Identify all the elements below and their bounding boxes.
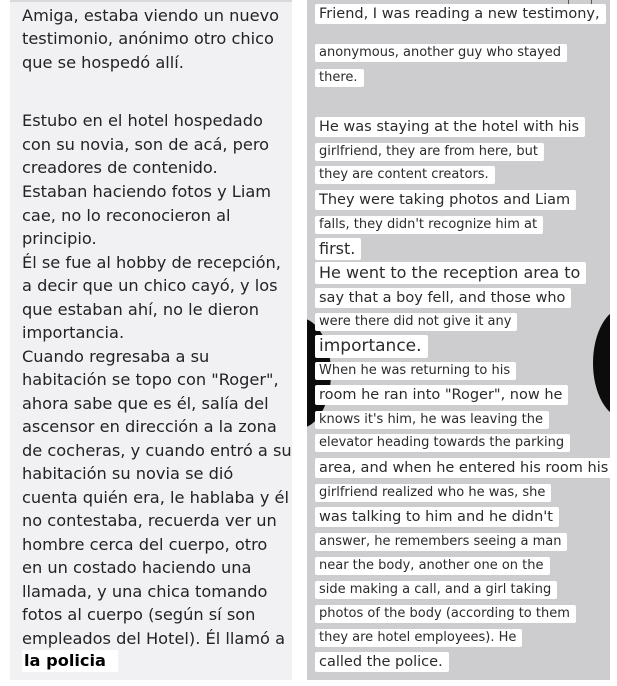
english-line: first. bbox=[315, 238, 361, 260]
english-line: room he ran into "Roger", now he bbox=[315, 385, 568, 405]
english-line: they are hotel employees). He bbox=[315, 629, 522, 647]
english-line: girlfriend realized who he was, she bbox=[315, 484, 551, 502]
english-line: elevator heading towards the parking bbox=[315, 434, 570, 452]
english-line: say that a boy fell, and those who bbox=[315, 288, 571, 308]
panel-top-divider bbox=[10, 0, 292, 2]
spanish-line: hombre cerca del cuerpo, otro bbox=[22, 535, 268, 554]
spanish-line: con su novia, son de acá, pero bbox=[22, 135, 270, 154]
spanish-line: cuenta quién era, le hablaba y él bbox=[22, 488, 290, 507]
spanish-line: fotos al cuerpo (según sí son bbox=[22, 605, 256, 624]
spanish-line: principio. bbox=[22, 229, 97, 248]
english-line: were there did not give it any bbox=[315, 313, 517, 331]
english-line: knows it's him, he was leaving the bbox=[315, 411, 549, 429]
english-line: near the body, another one on the bbox=[315, 557, 550, 575]
spanish-line: llamada, y una chica tomando bbox=[22, 582, 268, 601]
english-line: He was staying at the hotel with his bbox=[315, 117, 585, 137]
spanish-line: Él se fue al hobby de recepción, bbox=[22, 253, 281, 272]
spanish-line: Cuando regresaba a su bbox=[22, 347, 210, 366]
spanish-line: Estubo en el hotel hospedado bbox=[22, 111, 263, 130]
english-line: girlfriend, they are from here, but bbox=[315, 143, 544, 161]
english-line: side making a call, and a girl taking bbox=[315, 581, 557, 599]
spanish-line: habitación su novia se dió bbox=[22, 464, 234, 483]
english-line: they are content creators. bbox=[315, 166, 495, 184]
spanish-line: a decir que un chico cayó, y los bbox=[22, 276, 278, 295]
english-line: called the police. bbox=[315, 652, 449, 672]
english-line: When he was returning to his bbox=[315, 362, 516, 380]
english-line: Friend, I was reading a new testimony, bbox=[315, 4, 606, 24]
english-line: photos of the body (according to them bbox=[315, 605, 576, 623]
spanish-line: empleados del Hotel). Él llamó a bbox=[22, 629, 286, 648]
spanish-line: Amiga, estaba viendo un nuevo bbox=[22, 6, 280, 25]
english-line: importance. bbox=[315, 335, 428, 358]
spanish-line: en un costado haciendo una bbox=[22, 558, 252, 577]
english-line: was talking to him and he didn't bbox=[315, 507, 559, 527]
english-line: there. bbox=[315, 69, 364, 87]
spanish-line: ahora sabe que es él, salía del bbox=[22, 394, 269, 413]
english-line: falls, they didn't recognize him at bbox=[315, 216, 543, 234]
spanish-line: que se hospedó allí. bbox=[22, 53, 184, 72]
spanish-last-line-highlighted: la policia bbox=[22, 650, 118, 672]
spanish-line: no contestaba, recuerda ver un bbox=[22, 511, 277, 530]
spanish-line: importancia. bbox=[22, 323, 125, 342]
spanish-line: testimonio, anónimo otro chico bbox=[22, 29, 274, 48]
spanish-line: cae, no lo reconocieron al bbox=[22, 206, 231, 225]
dark-overlay-blob bbox=[593, 308, 610, 418]
spanish-line: de cocheras, y cuando entró a su bbox=[22, 441, 292, 460]
english-line: They were taking photos and Liam bbox=[315, 190, 576, 210]
english-line: anonymous, another guy who stayed bbox=[315, 44, 567, 62]
spanish-line: creadores de contenido. bbox=[22, 158, 218, 177]
spanish-line: habitación se topo con "Roger", bbox=[22, 370, 279, 389]
english-line: He went to the reception area to bbox=[315, 262, 586, 284]
spanish-original-text-panel bbox=[10, 0, 292, 680]
english-line: answer, he remembers seeing a man bbox=[315, 533, 567, 551]
spanish-line: que estaban ahí, no le dieron bbox=[22, 300, 259, 319]
spanish-line: ascensor en dirección a la zona bbox=[22, 417, 277, 436]
english-translation-panel bbox=[307, 0, 610, 680]
spanish-line: Estaban haciendo fotos y Liam bbox=[22, 182, 272, 201]
english-line: area, and when he entered his room his bbox=[315, 458, 610, 478]
